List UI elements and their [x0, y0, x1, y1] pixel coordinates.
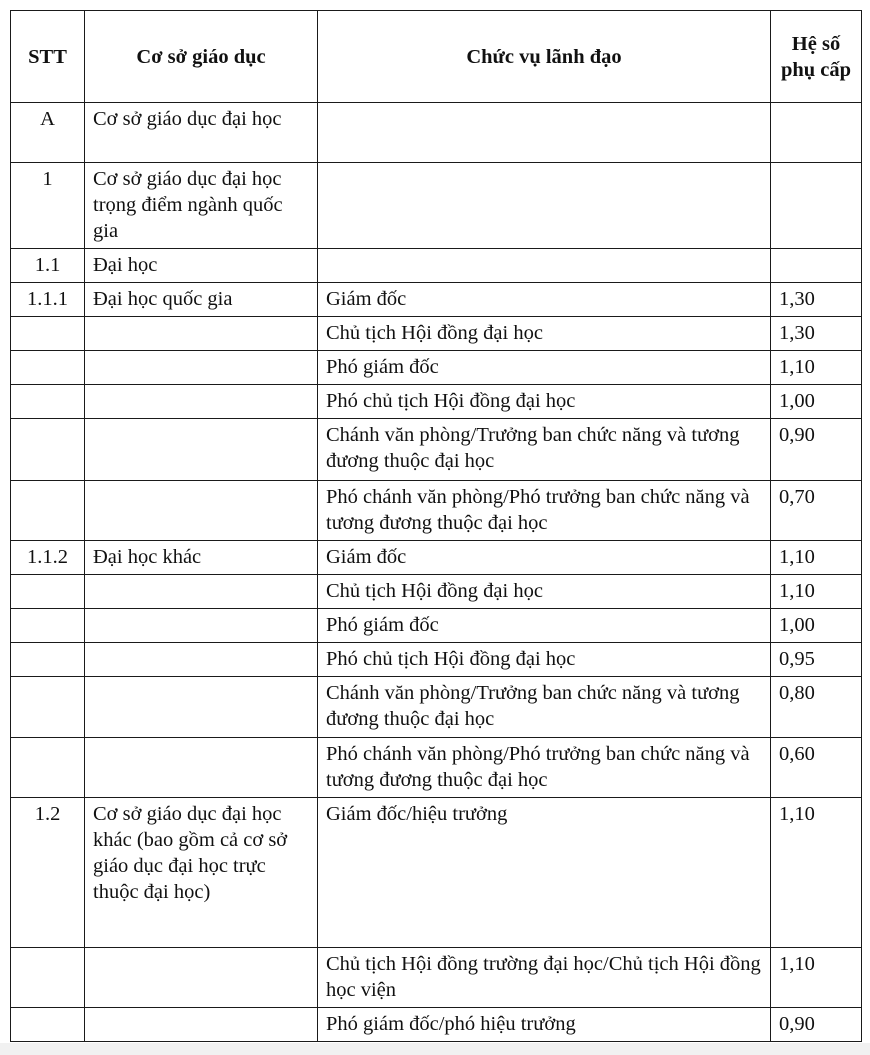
cell-coefficient: 1,30 — [771, 283, 862, 317]
cell-institution: Đại học khác — [85, 541, 318, 575]
allowance-table — [10, 10, 862, 1042]
cell-coefficient: 1,10 — [771, 798, 862, 948]
cell-position: Phó giám đốc — [318, 609, 771, 643]
cell-institution — [85, 385, 318, 419]
cell-institution: Cơ sở giáo dục đại học — [85, 103, 318, 163]
header-institution: Cơ sở giáo dục — [85, 11, 318, 103]
cell-coefficient: 1,30 — [771, 317, 862, 351]
cell-institution — [85, 609, 318, 643]
table-row — [11, 677, 862, 738]
cell-coefficient: 0,90 — [771, 419, 862, 481]
cell-position: Phó giám đốc/phó hiệu trưởng — [318, 1008, 771, 1042]
table-row — [11, 575, 862, 609]
cell-position: Chánh văn phòng/Trưởng ban chức năng và tương đương thuộc đại học — [318, 677, 771, 738]
table-row — [11, 317, 862, 351]
cell-position — [318, 103, 771, 163]
cell-coefficient: 0,95 — [771, 643, 862, 677]
table-row — [11, 351, 862, 385]
table-row — [11, 419, 862, 481]
cell-institution — [85, 738, 318, 798]
cell-institution — [85, 948, 318, 1008]
cell-institution — [85, 481, 318, 541]
cell-coefficient — [771, 163, 862, 249]
cell-institution: Đại học — [85, 249, 318, 283]
cell-stt — [11, 385, 85, 419]
cell-stt: 1.1.1 — [11, 283, 85, 317]
cell-stt: 1.2 — [11, 798, 85, 948]
cell-position: Phó chánh văn phòng/Phó trưởng ban chức năng và tương đương thuộc đại học — [318, 481, 771, 541]
cell-institution — [85, 677, 318, 738]
cell-position — [318, 249, 771, 283]
cell-stt — [11, 643, 85, 677]
cell-position — [318, 163, 771, 249]
table-row — [11, 1008, 862, 1042]
cell-coefficient: 1,10 — [771, 351, 862, 385]
cell-stt — [11, 738, 85, 798]
table-row — [11, 481, 862, 541]
header-position: Chức vụ lãnh đạo — [318, 11, 771, 103]
cell-institution — [85, 351, 318, 385]
cell-position: Giám đốc — [318, 541, 771, 575]
cell-position: Giám đốc — [318, 283, 771, 317]
cell-coefficient — [771, 249, 862, 283]
table-row — [11, 283, 862, 317]
cell-coefficient — [771, 103, 862, 163]
cell-stt: 1.1 — [11, 249, 85, 283]
cell-stt — [11, 677, 85, 738]
table-header-row — [11, 11, 862, 103]
cell-coefficient: 0,80 — [771, 677, 862, 738]
cell-coefficient: 1,10 — [771, 541, 862, 575]
cell-stt: 1 — [11, 163, 85, 249]
cell-stt — [11, 1008, 85, 1042]
header-stt: STT — [11, 11, 85, 103]
cell-institution — [85, 575, 318, 609]
cell-stt — [11, 419, 85, 481]
cell-position: Chủ tịch Hội đồng đại học — [318, 317, 771, 351]
cell-coefficient: 1,10 — [771, 575, 862, 609]
cell-institution: Cơ sở giáo dục đại học trọng điểm ngành quốc gia — [85, 163, 318, 249]
cell-position: Phó giám đốc — [318, 351, 771, 385]
cell-coefficient: 0,60 — [771, 738, 862, 798]
cell-position: Giám đốc/hiệu trưởng — [318, 798, 771, 948]
cell-stt — [11, 609, 85, 643]
table-body — [11, 103, 862, 1042]
cell-stt — [11, 317, 85, 351]
cell-position: Chủ tịch Hội đồng đại học — [318, 575, 771, 609]
cell-coefficient: 1,10 — [771, 948, 862, 1008]
cell-position: Phó chánh văn phòng/Phó trưởng ban chức năng và tương đương thuộc đại học — [318, 738, 771, 798]
cell-institution — [85, 1008, 318, 1042]
table-row — [11, 163, 862, 249]
cell-stt: A — [11, 103, 85, 163]
cell-institution — [85, 419, 318, 481]
cell-stt — [11, 948, 85, 1008]
table-row — [11, 948, 862, 1008]
bottom-margin-strip — [0, 1043, 870, 1055]
cell-position: Chánh văn phòng/Trưởng ban chức năng và tương đương thuộc đại học — [318, 419, 771, 481]
table-row — [11, 385, 862, 419]
cell-coefficient: 1,00 — [771, 385, 862, 419]
cell-coefficient: 0,70 — [771, 481, 862, 541]
cell-stt: 1.1.2 — [11, 541, 85, 575]
cell-position: Phó chủ tịch Hội đồng đại học — [318, 385, 771, 419]
cell-coefficient: 0,90 — [771, 1008, 862, 1042]
cell-institution: Cơ sở giáo dục đại học khác (bao gồm cả cơ sở giáo dục đại học trực thuộc đại học) — [85, 798, 318, 948]
cell-institution: Đại học quốc gia — [85, 283, 318, 317]
table-row — [11, 103, 862, 163]
cell-stt — [11, 481, 85, 541]
cell-stt — [11, 575, 85, 609]
cell-position: Phó chủ tịch Hội đồng đại học — [318, 643, 771, 677]
table-row — [11, 798, 862, 948]
table-row — [11, 643, 862, 677]
table-row — [11, 249, 862, 283]
cell-institution — [85, 643, 318, 677]
cell-position: Chủ tịch Hội đồng trường đại học/Chủ tịch Hội đồng học viện — [318, 948, 771, 1008]
table-row — [11, 738, 862, 798]
table-row — [11, 609, 862, 643]
cell-coefficient: 1,00 — [771, 609, 862, 643]
table-row — [11, 541, 862, 575]
cell-stt — [11, 351, 85, 385]
header-coefficient: Hệ số phụ cấp — [771, 11, 862, 103]
cell-institution — [85, 317, 318, 351]
